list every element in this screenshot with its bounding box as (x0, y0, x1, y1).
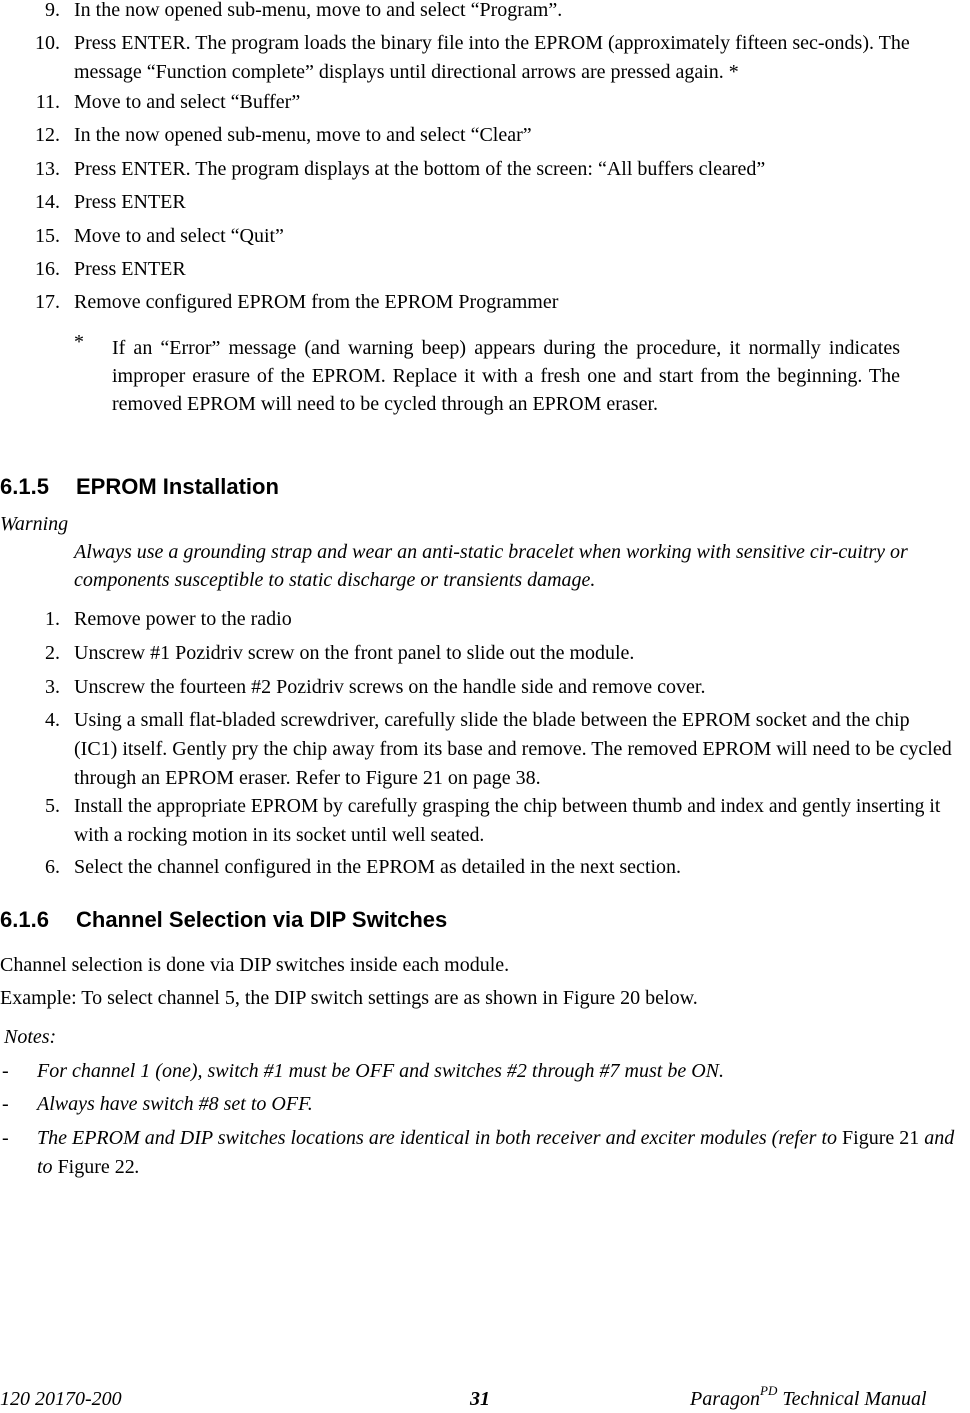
footer-manual: Technical Manual (782, 1388, 927, 1410)
note-text: For channel 1 (one), switch #1 must be OFF and switches #2 through #7 must be ON. (37, 1060, 724, 1082)
step-number: 11. (35, 91, 60, 113)
step-number: 14. (35, 191, 60, 213)
footer-manual-title (690, 1385, 927, 1413)
section-heading-channel-selection (0, 906, 447, 934)
step-number: 16. (35, 258, 60, 280)
warning-text: Always use a grounding strap and wear an anti-static bracelet when working with sensitive cir-cuitry or components susceptible to static discharge or transients damage. (74, 541, 908, 591)
footer-page-number: 31 (470, 1388, 490, 1410)
step-text: Unscrew #1 Pozidriv screw on the front panel to slide out the module. (74, 642, 635, 664)
step-number: 17. (35, 291, 60, 313)
step-number: 3. (45, 676, 60, 698)
section-title: EPROM Installation (76, 474, 279, 499)
figure-reference: Figure 21 (842, 1127, 920, 1149)
step-number: 5. (45, 795, 60, 817)
step-text: Press ENTER. The program displays at the bottom of the screen: “All buffers cleared” (74, 158, 766, 180)
step-number: 10. (35, 32, 60, 54)
note-text-part: The EPROM and DIP switches locations are identical in both receiver and exciter modules (refer to (37, 1127, 838, 1149)
step-text: Remove power to the radio (74, 608, 292, 630)
footnote-marker: * (74, 331, 84, 353)
note-text-part: and to (37, 1127, 955, 1178)
note-dash: - (2, 1060, 9, 1082)
warning-label: Warning (0, 513, 69, 535)
body-paragraph: Channel selection is done via DIP switches inside each module. (0, 954, 510, 976)
note-text-part: . (134, 1156, 140, 1178)
body-paragraph: Example: To select channel 5, the DIP switch settings are as shown in Figure 20 below. (0, 987, 698, 1009)
step-text: In the now opened sub-menu, move to and select “Program”. (74, 0, 563, 21)
step-text: Unscrew the fourteen #2 Pozidriv screws on the handle side and remove cover. (74, 676, 706, 698)
step-text: Remove configured EPROM from the EPROM Programmer (74, 291, 559, 313)
step-text: In the now opened sub-menu, move to and select “Clear” (74, 124, 532, 146)
step-number: 9. (45, 0, 60, 21)
footer-brand: Paragon (690, 1388, 760, 1410)
step-text: Select the channel configured in the EPROM as detailed in the next section. (74, 856, 682, 878)
step-number: 4. (45, 709, 60, 731)
step-text: Press ENTER (74, 191, 186, 213)
step-text: Move to and select “Buffer” (74, 91, 301, 113)
step-number: 6. (45, 856, 60, 878)
notes-label: Notes: (4, 1026, 57, 1048)
note-dash: - (2, 1127, 9, 1149)
step-number: 2. (45, 642, 60, 664)
section-title: Channel Selection via DIP Switches (76, 907, 448, 932)
step-number: 12. (35, 124, 60, 146)
note-text-locations (37, 1124, 970, 1182)
step-text: Install the appropriate EPROM by carefully grasping the chip between thumb and index and gently inserting it with a rocking motion in its socket until well seated. (74, 796, 941, 846)
footnote-text: If an “Error” message (and warning beep) appears during the procedure, it normally indicates improper erasure of the EPROM. Replace it with a fresh one and start from the beginning. The removed EPROM will need to be cycled through an EPROM eraser. (112, 337, 900, 415)
section-number: 6.1.5 (0, 474, 49, 499)
step-number: 1. (45, 608, 60, 630)
step-text: Press ENTER (74, 258, 186, 280)
step-text: Press ENTER. The program loads the binary file into the EPROM (approximately fifteen sec-onds). The message “Function complete” displays until directional arrows are pressed again. * (74, 32, 910, 83)
note-dash: - (2, 1093, 9, 1115)
step-number: 15. (35, 225, 60, 247)
step-text: Using a small flat-bladed screwdriver, carefully slide the blade between the EPROM socket and the chip (IC1) itself. Gently pry the chip away from its base and remove. The removed EPROM will need to be cycled through an EPROM eraser. Refer to Figure 21 on page 38. (74, 709, 952, 789)
section-heading-eprom-installation (0, 473, 279, 501)
figure-reference: Figure 22 (57, 1156, 135, 1178)
note-text: Always have switch #8 set to OFF. (37, 1093, 313, 1115)
step-number: 13. (35, 158, 60, 180)
footer-brand-superscript: PD (760, 1383, 778, 1399)
step-text: Move to and select “Quit” (74, 225, 284, 247)
footer-doc-number: 120 20170-200 (0, 1388, 122, 1410)
section-number: 6.1.6 (0, 907, 49, 932)
